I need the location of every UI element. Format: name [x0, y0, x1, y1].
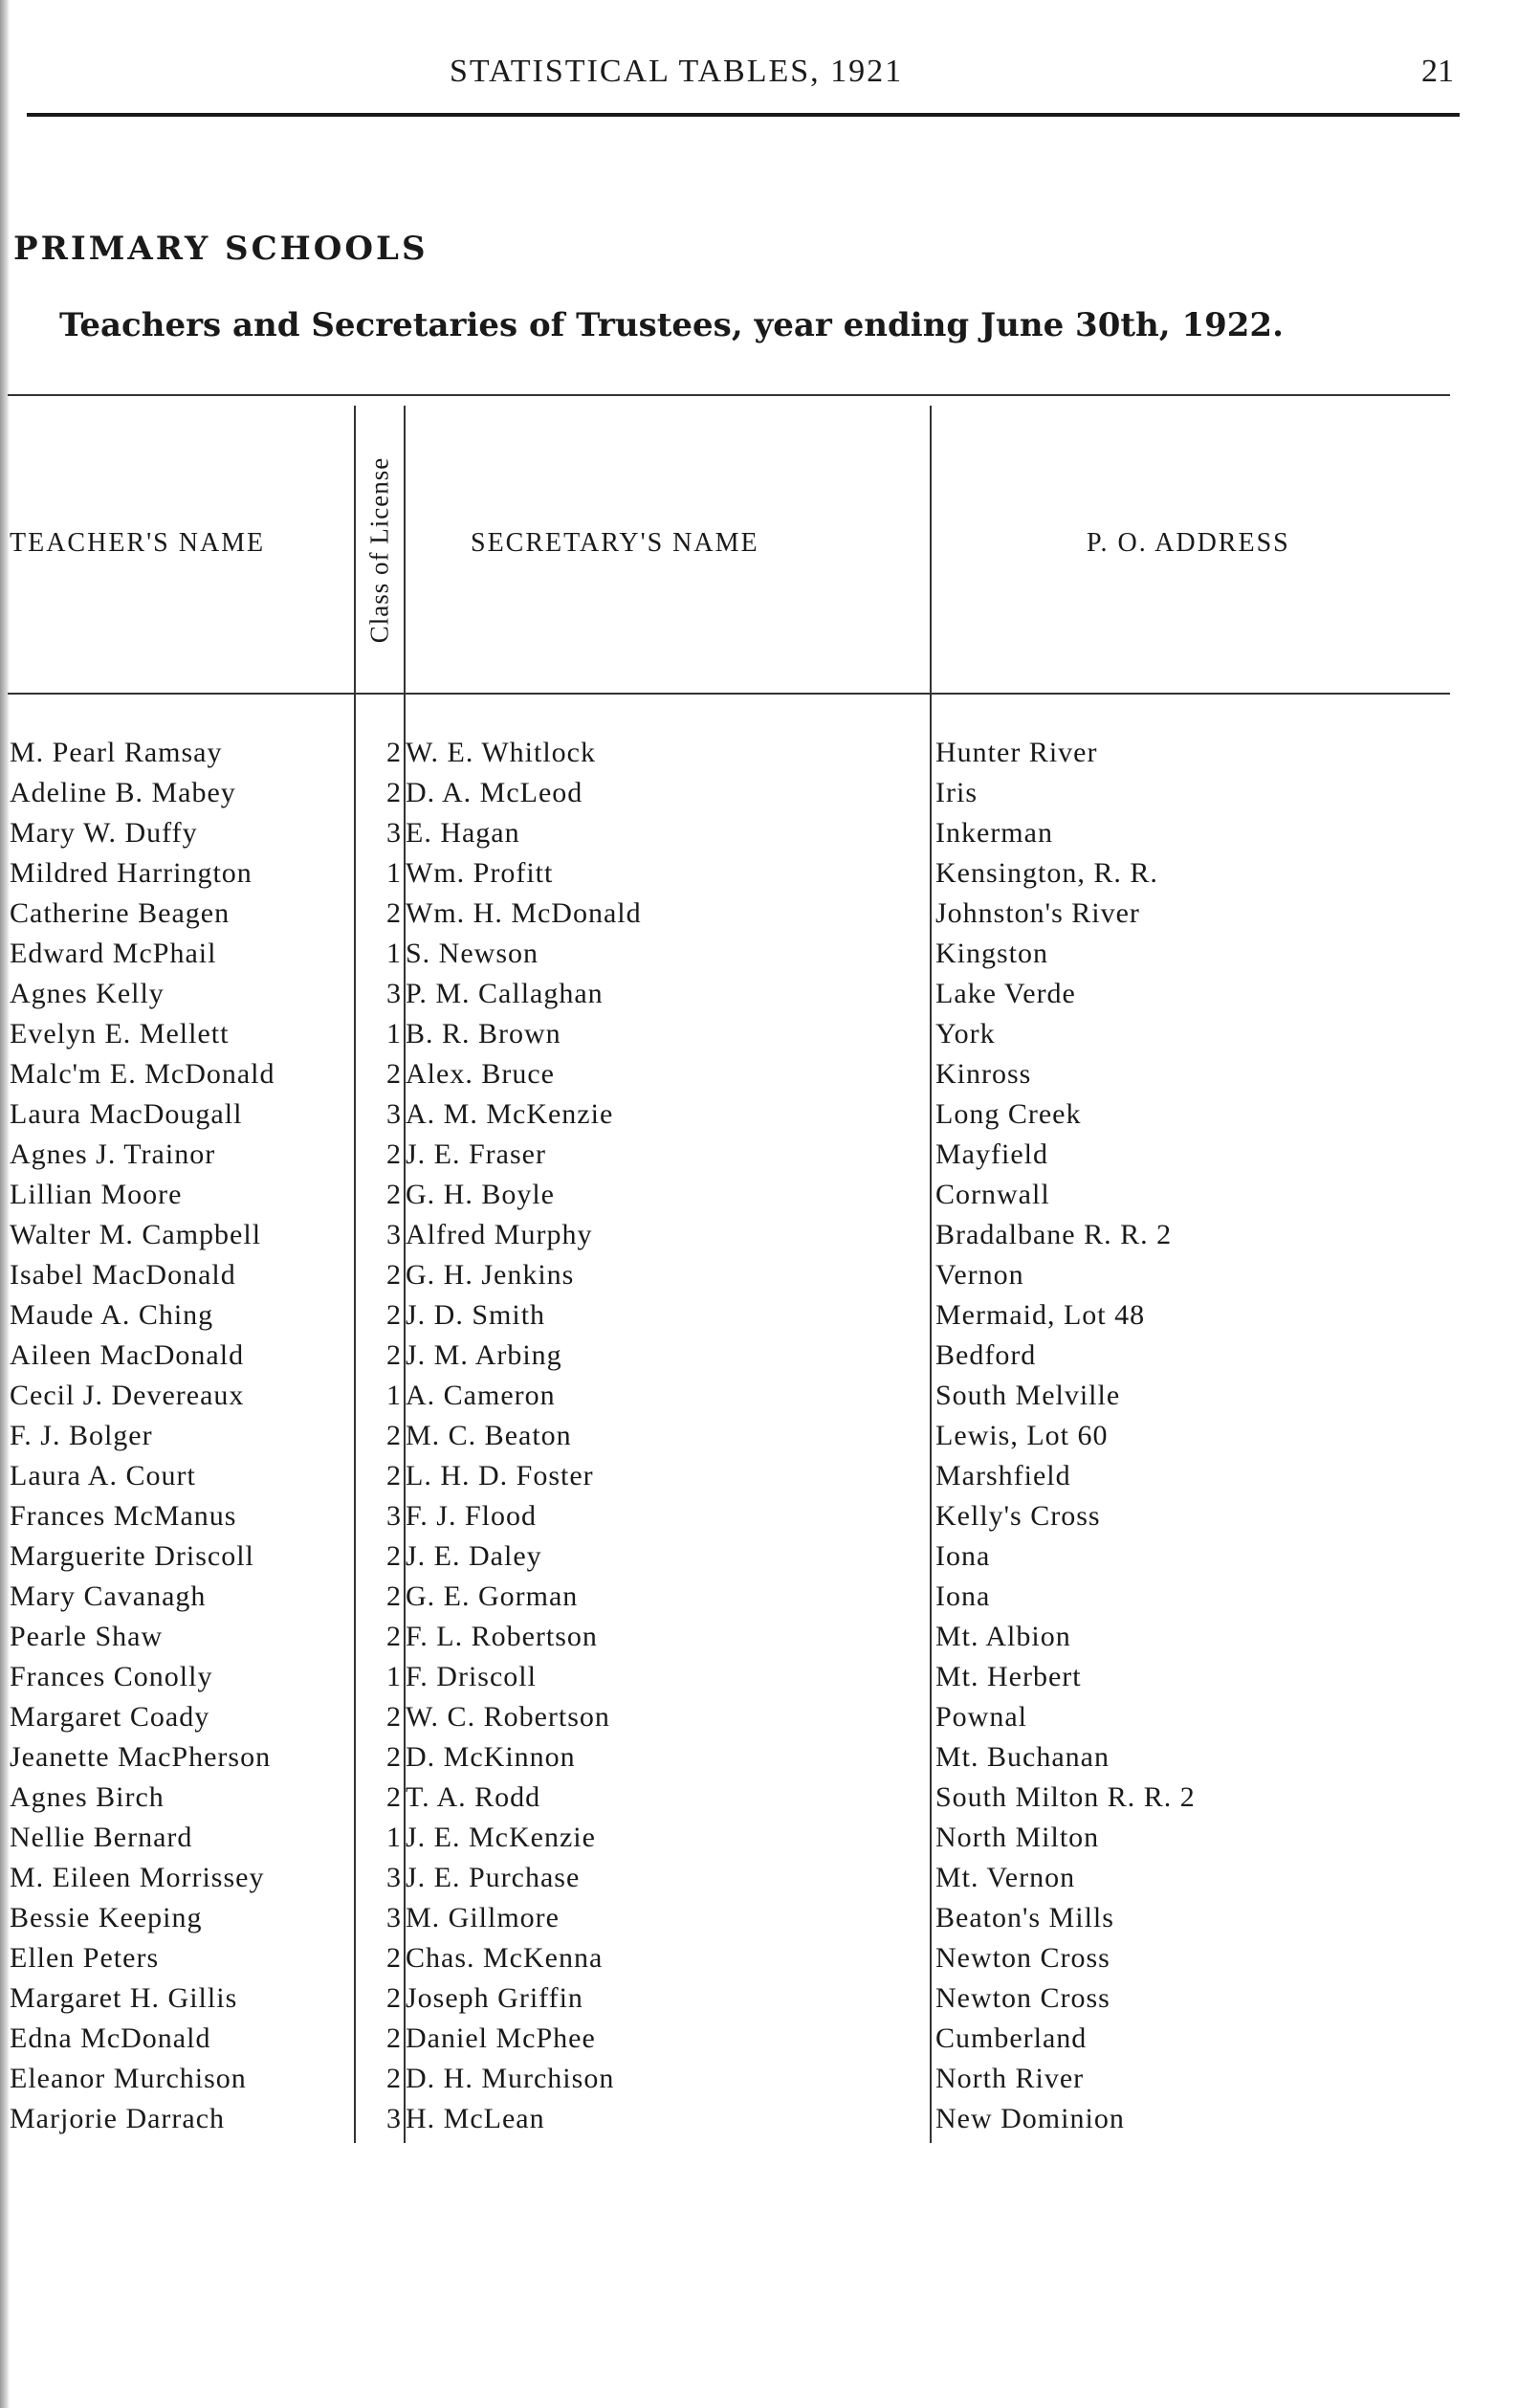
- address-cell: Marshfield: [935, 1460, 1071, 1491]
- license-class-cell: 3: [386, 1902, 402, 1933]
- license-class-cell: 2: [386, 2022, 402, 2054]
- secretary-name-cell: J. M. Arbing: [406, 1339, 562, 1371]
- running-title: STATISTICAL TABLES, 1921: [450, 54, 904, 89]
- table-row: [0, 1054, 1517, 1094]
- secretary-name-cell: Joseph Griffin: [406, 1982, 583, 2014]
- header-rule: [27, 113, 1460, 117]
- license-class-cell: 2: [386, 1460, 402, 1491]
- address-cell: Johnston's River: [935, 897, 1140, 929]
- secretary-name-cell: Daniel McPhee: [406, 2022, 596, 2054]
- address-cell: North River: [935, 2063, 1085, 2094]
- table-row: [0, 1938, 1517, 1978]
- teacher-name-cell: Lillian Moore: [10, 1179, 183, 1210]
- table-header-rule: [8, 693, 1450, 695]
- license-class-cell: 1: [386, 938, 402, 969]
- teacher-name-cell: Agnes Birch: [10, 1781, 165, 1813]
- license-class-cell: 3: [386, 1500, 402, 1532]
- license-class-cell: 3: [386, 2103, 402, 2134]
- secretary-name-cell: M. C. Beaton: [406, 1420, 572, 1451]
- teacher-name-header: TEACHER'S NAME: [10, 528, 266, 558]
- table-row: [0, 1898, 1517, 1938]
- address-cell: Mermaid, Lot 48: [935, 1299, 1146, 1331]
- teacher-name-cell: Nellie Bernard: [10, 1822, 193, 1853]
- address-cell: New Dominion: [935, 2103, 1125, 2134]
- license-class-cell: 2: [386, 1781, 402, 1813]
- address-cell: Mayfield: [935, 1138, 1048, 1170]
- secretary-name-cell: B. R. Brown: [406, 1018, 561, 1049]
- page-number: 21: [1421, 54, 1454, 89]
- teacher-name-cell: Catherine Beagen: [10, 897, 231, 929]
- address-cell: Cornwall: [935, 1179, 1050, 1210]
- address-cell: Beaton's Mills: [935, 1902, 1114, 1933]
- table-row: [0, 1697, 1517, 1737]
- address-cell: South Melville: [935, 1380, 1121, 1411]
- secretary-name-cell: L. H. D. Foster: [406, 1460, 594, 1491]
- table-row: [0, 773, 1517, 813]
- address-cell: Kinross: [935, 1058, 1032, 1090]
- license-class-cell: 2: [386, 1299, 402, 1331]
- secretary-name-cell: P. M. Callaghan: [406, 978, 604, 1009]
- secretary-name-cell: J. E. Purchase: [406, 1862, 581, 1893]
- table-row: [0, 1175, 1517, 1215]
- table-row: [0, 1536, 1517, 1577]
- teacher-name-cell: Agnes J. Trainor: [10, 1138, 216, 1170]
- address-cell: Lewis, Lot 60: [935, 1420, 1109, 1451]
- license-class-cell: 2: [386, 1339, 402, 1371]
- license-class-cell: 3: [386, 817, 402, 849]
- teacher-name-cell: Agnes Kelly: [10, 978, 165, 1009]
- license-class-cell: 2: [386, 1540, 402, 1572]
- teacher-name-cell: Walter M. Campbell: [10, 1219, 262, 1250]
- address-cell: York: [935, 1018, 996, 1049]
- section-title: PRIMARY SCHOOLS: [13, 230, 429, 268]
- secretary-name-cell: G. H. Jenkins: [406, 1259, 575, 1291]
- license-class-cell: 1: [386, 1661, 402, 1692]
- address-cell: Pownal: [935, 1701, 1027, 1733]
- table-row: [0, 1818, 1517, 1858]
- teacher-name-cell: Edward McPhail: [10, 938, 217, 969]
- secretary-name-cell: D. H. Murchison: [406, 2063, 615, 2094]
- teacher-name-cell: Maude A. Ching: [10, 1299, 214, 1331]
- table-row: [0, 1255, 1517, 1295]
- table-row: [0, 1094, 1517, 1135]
- license-class-cell: 2: [386, 1058, 402, 1090]
- table-row: [0, 1014, 1517, 1054]
- address-cell: Kelly's Cross: [935, 1500, 1101, 1532]
- address-cell: Lake Verde: [935, 978, 1076, 1009]
- teacher-name-cell: Pearle Shaw: [10, 1621, 164, 1652]
- teacher-name-cell: Malc'm E. McDonald: [10, 1058, 275, 1090]
- teacher-name-cell: Adeline B. Mabey: [10, 777, 236, 808]
- license-class-cell: 2: [386, 1580, 402, 1612]
- address-cell: Mt. Albion: [935, 1621, 1071, 1652]
- teacher-name-cell: Ellen Peters: [10, 1942, 160, 1974]
- secretary-name-cell: Wm. H. McDonald: [406, 897, 642, 929]
- license-class-header: [356, 421, 404, 679]
- table-top-rule: [8, 394, 1450, 396]
- table-row: [0, 1135, 1517, 1175]
- teacher-name-cell: Mary Cavanagh: [10, 1580, 207, 1612]
- teacher-name-cell: Margaret H. Gillis: [10, 1982, 238, 2014]
- address-cell: Iris: [935, 777, 978, 808]
- teacher-name-cell: M. Eileen Morrissey: [10, 1862, 265, 1893]
- license-class-cell: 1: [386, 1822, 402, 1853]
- address-cell: Kingston: [935, 938, 1049, 969]
- table-row: [0, 1778, 1517, 1818]
- table-row: [0, 1295, 1517, 1336]
- secretary-name-cell: G. H. Boyle: [406, 1179, 555, 1210]
- secretary-name-cell: Chas. McKenna: [406, 1942, 604, 1974]
- secretary-name-cell: Alfred Murphy: [406, 1219, 593, 1250]
- running-head: [0, 54, 1517, 101]
- secretary-name-cell: D. A. McLeod: [406, 777, 583, 808]
- secretary-name-cell: J. D. Smith: [406, 1299, 546, 1331]
- license-class-cell: 1: [386, 857, 402, 889]
- table-row: [0, 2099, 1517, 2139]
- table-row: [0, 813, 1517, 853]
- license-class-cell: 3: [386, 1862, 402, 1893]
- license-class-cell: 2: [386, 1259, 402, 1291]
- table-row: [0, 733, 1517, 773]
- address-cell: Newton Cross: [935, 1982, 1110, 2014]
- teacher-name-cell: Isabel MacDonald: [10, 1259, 236, 1291]
- teacher-name-cell: F. J. Bolger: [10, 1420, 153, 1451]
- secretary-name-cell: G. E. Gorman: [406, 1580, 579, 1612]
- secretary-name-cell: D. McKinnon: [406, 1741, 576, 1773]
- table-row: [0, 2059, 1517, 2099]
- teacher-name-cell: M. Pearl Ramsay: [10, 737, 223, 768]
- teacher-name-cell: Frances Conolly: [10, 1661, 213, 1692]
- address-cell: Hunter River: [935, 737, 1098, 768]
- table-row: [0, 1978, 1517, 2019]
- teacher-name-cell: Cecil J. Devereaux: [10, 1380, 245, 1411]
- address-cell: Bradalbane R. R. 2: [935, 1219, 1173, 1250]
- license-class-cell: 2: [386, 1420, 402, 1451]
- table-row: [0, 1376, 1517, 1416]
- table-row: [0, 894, 1517, 934]
- address-cell: Cumberland: [935, 2022, 1088, 2054]
- teacher-name-cell: Edna McDonald: [10, 2022, 211, 2054]
- table-row: [0, 1456, 1517, 1496]
- teacher-name-cell: Eleanor Murchison: [10, 2063, 247, 2094]
- teacher-name-cell: Laura MacDougall: [10, 1098, 243, 1130]
- secretary-name-cell: F. J. Flood: [406, 1500, 537, 1532]
- secretary-name-cell: Wm. Profitt: [406, 857, 554, 889]
- license-class-cell: 2: [386, 737, 402, 768]
- license-class-cell: 1: [386, 1380, 402, 1411]
- table-row: [0, 934, 1517, 974]
- table-row: [0, 1858, 1517, 1898]
- license-class-cell: 3: [386, 1219, 402, 1250]
- table-row: [0, 1215, 1517, 1255]
- teacher-name-cell: Jeanette MacPherson: [10, 1741, 272, 1773]
- secretary-name-cell: F. Driscoll: [406, 1661, 537, 1692]
- secretary-name-cell: T. A. Rodd: [406, 1781, 541, 1813]
- teacher-name-cell: Evelyn E. Mellett: [10, 1018, 230, 1049]
- address-cell: Mt. Vernon: [935, 1862, 1076, 1893]
- address-cell: Newton Cross: [935, 1942, 1110, 1974]
- table-row: [0, 1577, 1517, 1617]
- teacher-name-cell: Mary W. Duffy: [10, 817, 198, 849]
- address-cell: South Milton R. R. 2: [935, 1781, 1196, 1813]
- license-class-cell: 2: [386, 777, 402, 808]
- secretary-name-cell: J. E. Fraser: [406, 1138, 546, 1170]
- section-subtitle: Teachers and Secretaries of Trustees, year ending June 30th, 1922.: [59, 306, 1284, 344]
- secretary-name-cell: J. E. Daley: [406, 1540, 542, 1572]
- secretary-name-cell: H. McLean: [406, 2103, 545, 2134]
- secretary-name-cell: W. E. Whitlock: [406, 737, 596, 768]
- teacher-name-cell: Laura A. Court: [10, 1460, 196, 1491]
- secretary-name-header: SECRETARY'S NAME: [471, 528, 759, 558]
- license-class-cell: 2: [386, 1179, 402, 1210]
- address-cell: Bedford: [935, 1339, 1037, 1371]
- teacher-name-cell: Frances McManus: [10, 1500, 237, 1532]
- table-row: [0, 1657, 1517, 1697]
- table-row: [0, 1336, 1517, 1376]
- table-row: [0, 1737, 1517, 1778]
- license-class-cell: 1: [386, 1018, 402, 1049]
- table-row: [0, 1617, 1517, 1657]
- address-cell: Vernon: [935, 1259, 1024, 1291]
- secretary-name-cell: M. Gillmore: [406, 1902, 560, 1933]
- secretary-name-cell: W. C. Robertson: [406, 1701, 610, 1733]
- license-class-header-label: Class of License: [364, 456, 394, 644]
- table-row: [0, 1416, 1517, 1456]
- license-class-cell: 2: [386, 1138, 402, 1170]
- table-row: [0, 2019, 1517, 2059]
- secretary-name-cell: S. Newson: [406, 938, 539, 969]
- table-row: [0, 974, 1517, 1014]
- license-class-cell: 2: [386, 1741, 402, 1773]
- secretary-name-cell: Alex. Bruce: [406, 1058, 555, 1090]
- teacher-name-cell: Mildred Harrington: [10, 857, 253, 889]
- secretary-name-cell: A. Cameron: [406, 1380, 556, 1411]
- secretary-name-cell: J. E. McKenzie: [406, 1822, 596, 1853]
- teacher-name-cell: Marguerite Driscoll: [10, 1540, 254, 1572]
- license-class-cell: 2: [386, 1701, 402, 1733]
- address-cell: North Milton: [935, 1822, 1100, 1853]
- secretary-name-cell: A. M. McKenzie: [406, 1098, 614, 1130]
- license-class-cell: 3: [386, 1098, 402, 1130]
- table-row: [0, 1496, 1517, 1536]
- license-class-cell: 2: [386, 2063, 402, 2094]
- teacher-name-cell: Aileen MacDonald: [10, 1339, 245, 1371]
- teacher-name-cell: Margaret Coady: [10, 1701, 210, 1733]
- address-cell: Kensington, R. R.: [935, 857, 1158, 889]
- license-class-cell: 2: [386, 1982, 402, 2014]
- address-cell: Long Creek: [935, 1098, 1082, 1130]
- teacher-name-cell: Bessie Keeping: [10, 1902, 203, 1933]
- address-cell: Mt. Herbert: [935, 1661, 1082, 1692]
- address-cell: Iona: [935, 1540, 991, 1572]
- secretary-name-cell: E. Hagan: [406, 817, 520, 849]
- teacher-name-cell: Marjorie Darrach: [10, 2103, 226, 2134]
- address-cell: Iona: [935, 1580, 991, 1612]
- license-class-cell: 3: [386, 978, 402, 1009]
- license-class-cell: 2: [386, 1942, 402, 1974]
- secretary-name-cell: F. L. Robertson: [406, 1621, 598, 1652]
- license-class-cell: 2: [386, 1621, 402, 1652]
- address-cell: Mt. Buchanan: [935, 1741, 1110, 1773]
- table-row: [0, 853, 1517, 894]
- license-class-cell: 2: [386, 897, 402, 929]
- address-cell: Inkerman: [935, 817, 1053, 849]
- address-header: P. O. ADDRESS: [1087, 528, 1290, 558]
- table-body: [0, 733, 1517, 2139]
